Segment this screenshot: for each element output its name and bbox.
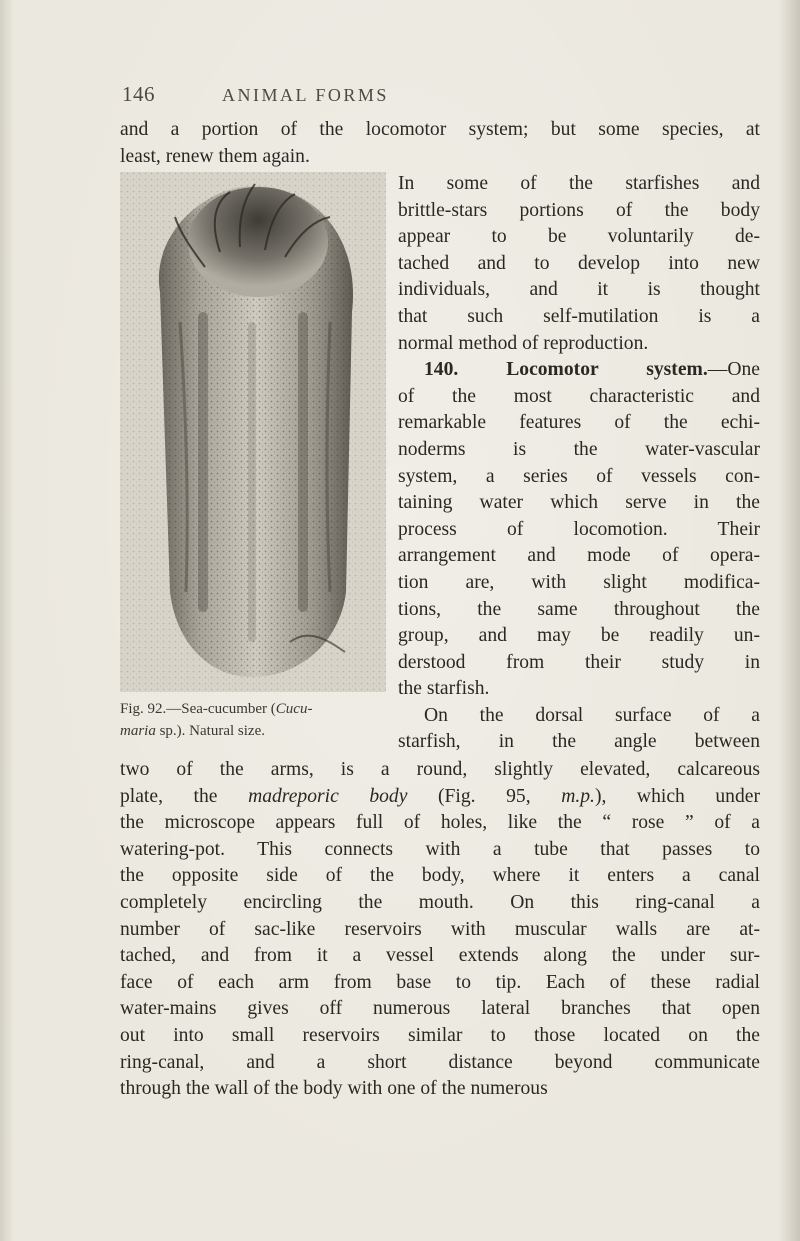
text-line: the opposite side of the body, where it enters a canal [120,865,760,887]
text-line: appear to be voluntarily de- [398,226,760,248]
text-line: remarkable features of the echi- [398,412,760,434]
running-head: ANIMAL FORMS [222,85,389,105]
text-line: group, and may be readily un- [398,625,760,647]
caption-line-2: maria sp.). Natural size. [120,723,265,739]
text-line: process of locomotion. Their [398,518,760,540]
text-line: derstood from their study in [398,651,760,673]
text-line: through the wall of the body with one of the numerous [120,1078,548,1100]
text-line: out into small reservoirs similar to those located on the [120,1024,760,1046]
text-line: the starfish. [398,678,490,700]
text-side-column [398,171,760,756]
text-line: completely encircling the mouth. On this ring-canal a [120,891,760,913]
text-line: number of sac-like reservoirs with muscular walls are at- [120,918,760,940]
text-line: and a portion of the locomotor system; but some species, at [120,119,760,140]
tentacle-crown [188,187,328,297]
text-top [120,117,760,170]
text-line: arrangement and mode of opera- [398,545,760,567]
text-line: tion are, with slight modifica- [398,571,760,593]
page-header [122,82,722,112]
text-line: least, renew them again. [120,145,310,167]
text-line: the microscope appears full of holes, like the “ rose ” of a [120,812,760,834]
figure-caption [120,698,386,742]
text-line: normal method of reproduction. [398,332,649,354]
section-title: 140. Locomotor system. [424,359,708,381]
text-line: of the most characteristic and [398,385,760,407]
text-line: individuals, and it is thought [398,279,760,301]
text-line: watering-pot. This connects with a tube that passes to [120,838,760,860]
figure-sea-cucumber [120,172,386,752]
text-line: tached, and from it a vessel extends along the under sur- [120,945,760,967]
text-line: noderms is the water-vascular [398,438,760,460]
text-line: plate, the madreporic body (Fig. 95, m.p.), which under [120,785,760,807]
section-heading-140: 140. Locomotor system.—One [424,359,760,381]
text-line: system, a series of vessels con- [398,465,760,487]
text-line: face of each arm from base to tip. Each of these radial [120,971,760,993]
text-line: brittle-stars portions of the body [398,199,760,221]
page-right-shadow [778,0,800,1241]
text-line: On the dorsal surface of a [424,704,760,726]
caption-line-1: Fig. 92.—Sea-cucumber (Cucu- [120,701,313,717]
text-line: taining water which serve in the [398,492,760,514]
page-number: 146 [122,82,155,106]
text-line: tions, the same throughout the [398,598,760,620]
text-line: that such self-mutilation is a [398,305,760,327]
text-line: water-mains gives off numerous lateral branches that open [120,998,760,1020]
text-line: tached and to develop into new [398,252,760,274]
text-line: starfish, in the angle between [398,731,760,753]
text-line: ring-canal, and a short distance beyond communicate [120,1051,760,1073]
text-full-column [120,757,760,1103]
sea-cucumber-illustration [120,172,386,692]
text-line: two of the arms, is a round, slightly elevated, calcareous [120,759,760,780]
page-left-shadow [0,0,14,1241]
text-line: In some of the starfishes and [398,173,760,194]
